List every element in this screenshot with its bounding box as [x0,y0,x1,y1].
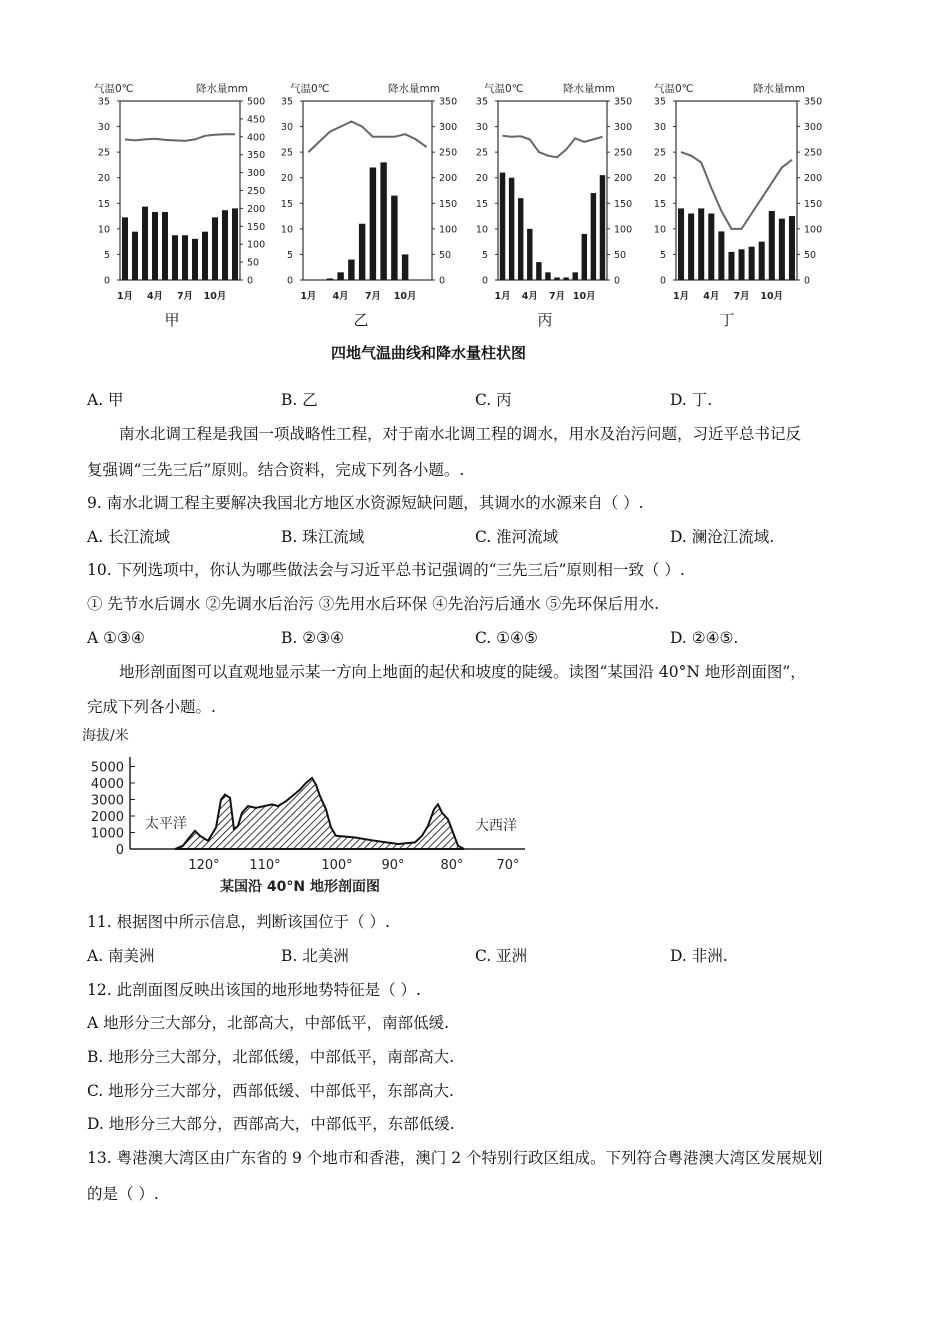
month-tick: 1月 [494,291,511,302]
intro1-line2: 复强调“三先三后”原则。结合资料，完成下列各小题。. [87,461,465,479]
q13-line2: 的是（ ）. [87,1185,159,1203]
q12-option-d: D. 地形分三大部分，西部高大，中部低平，东部低缓. [87,1115,455,1133]
climate-panel-4 [654,82,822,329]
precip-tick: 0 [804,275,811,287]
precip-tick: 350 [804,96,823,108]
temp-tick: 15 [653,198,666,210]
month-tick: 1月 [672,291,690,302]
profile-y-tick: 3000 [90,793,124,809]
precip-tick: 350 [247,150,266,162]
temp-tick: 10 [653,224,666,236]
precip-tick: 150 [247,221,266,233]
temp-tick: 35 [280,96,293,108]
precip-bar [402,254,408,280]
profile-ylabel: 海拔/米 [82,728,129,744]
temp-tick: 5 [481,249,488,261]
temp-tick: 25 [280,147,293,159]
profile-y-tick: 2000 [90,810,124,825]
precip-bar [172,235,178,280]
precip-bar [370,167,376,280]
temp-axis-title: 气温0℃ [94,83,134,95]
precip-tick: 50 [804,249,817,261]
temp-axis-title: 气温0℃ [654,83,694,95]
precip-tick: 350 [439,96,458,108]
temp-tick: 15 [475,198,488,210]
precip-bar [739,249,745,280]
temp-axis-title: 气温0℃ [290,83,330,95]
q8-option-b: B. 乙 [281,391,318,409]
month-tick: 10月 [393,291,417,302]
climate-panel-3 [476,82,632,329]
month-tick: 4月 [521,291,538,302]
precip-bar [536,262,541,280]
terrain-profile [80,722,550,902]
q12-stem: 12. 此剖面图反映出该国的地形地势特征是（ ）. [87,981,421,999]
q13-line1: 13. 粤港澳大湾区由广东省的 9 个地市和香港，澳门 2 个特别行政区组成。下列符合粤港澳大湾区发展规划 [87,1149,823,1167]
precip-bar [688,214,694,280]
panel-title: 丁 [719,311,735,329]
profile-y-tick: 4000 [90,777,124,792]
precip-tick: 400 [247,132,266,144]
precip-bar [132,232,138,280]
month-tick: 10月 [572,291,596,302]
q10-option-c: C. ①④⑤ [475,629,538,647]
q10-option-a: A ①③④ [87,629,145,647]
precip-tick: 0 [439,275,446,287]
q10-option-d: D. ②④⑤. [670,629,739,647]
precip-bar [222,210,228,280]
temp-line [503,136,603,158]
precip-tick: 200 [614,173,633,185]
climate-caption: 四地气温曲线和降水量柱状图 [331,344,527,362]
profile-caption: 某国沿 40°N 地形剖面图 [220,879,380,895]
precip-bar [232,208,238,280]
climate-panel-2 [281,82,457,329]
temp-line [681,152,792,229]
precip-tick: 100 [439,224,458,236]
precip-bar [192,239,198,280]
q11-option-b: B. 北美洲 [281,947,349,965]
precip-tick: 100 [614,224,633,236]
climate-panel-1 [94,82,265,329]
precip-bar [142,207,148,280]
temp-tick: 25 [653,147,666,159]
precip-bar [582,234,587,280]
q12-option-a: A 地形分三大部分，北部高大，中部低平，南部低缓. [87,1014,450,1032]
precip-bar [500,173,505,280]
precip-bar [749,247,755,280]
precip-tick: 150 [439,198,458,210]
q8-option-c: C. 丙 [475,391,512,409]
temp-tick: 20 [97,173,110,185]
precip-tick: 50 [614,249,627,261]
precip-bar [600,175,605,280]
precip-tick: 300 [247,168,266,180]
q11-option-a: A. 南美洲 [87,947,155,965]
temp-tick: 15 [97,198,110,210]
profile-y-tick: 0 [115,843,124,858]
q9-option-d: D. 澜沧江流域. [670,528,775,546]
precip-bar [591,193,596,280]
precip-bar [678,208,684,280]
q12-option-c: C. 地形分三大部分，西部低缓、中部低平，东部高大. [87,1082,455,1100]
precip-bar [391,196,397,280]
temp-tick: 0 [481,275,488,287]
precip-axis-title: 降水量mm [563,83,615,95]
precip-tick: 250 [439,147,458,159]
profile-x-tick: 100° [321,858,353,873]
precip-tick: 200 [439,173,458,185]
temp-tick: 30 [475,122,488,134]
month-tick: 1月 [116,291,134,302]
q11-option-d: D. 非洲. [670,947,728,965]
temp-tick: 30 [653,122,666,134]
month-tick: 10月 [760,291,784,302]
temp-tick: 20 [280,173,293,185]
precip-axis-title: 降水量mm [388,83,440,95]
q9-option-a: A. 长江流域 [87,528,171,546]
profile-x-tick: 120° [188,858,220,873]
temp-tick: 10 [475,224,488,236]
precip-tick: 250 [614,147,633,159]
precip-tick: 200 [804,173,823,185]
precip-bar [337,272,343,280]
precip-bar [563,277,568,280]
profile-x-tick: 80° [440,858,464,873]
q11-option-c: C. 亚洲 [475,947,528,965]
precip-tick: 100 [247,239,266,251]
q9-option-b: B. 珠江流域 [281,528,365,546]
precip-axis-title: 降水量mm [196,83,248,95]
pacific-label: 太平洋 [145,816,187,832]
temp-tick: 35 [475,96,488,108]
precip-bar [698,208,704,280]
precip-bar [359,224,365,280]
temp-line [125,134,235,141]
panel-title: 乙 [353,311,369,329]
precip-tick: 250 [247,186,266,197]
profile-x-tick: 70° [496,858,520,873]
precip-bar [212,217,218,280]
temp-tick: 5 [286,249,293,261]
precip-bar [759,242,765,280]
precip-bar [202,232,208,280]
intro2-line1: 地形剖面图可以直观地显示某一方向上地面的起伏和坡度的陡缓。读图“某国沿 40°N 地形剖面图”， [119,663,806,681]
precip-bar [779,219,785,280]
profile-x-tick: 110° [249,858,281,873]
precip-tick: 300 [439,122,458,134]
precip-bar [572,272,577,280]
q12-option-b: B. 地形分三大部分，北部低缓，中部低平，南部高大. [87,1048,455,1066]
panel-title: 丙 [537,311,553,329]
month-tick: 7月 [364,291,381,302]
temp-tick: 35 [97,96,110,108]
precip-bar [162,212,168,280]
precip-bar [728,252,734,280]
precip-bar [380,162,386,280]
q8-option-a: A. 甲 [87,391,124,409]
intro1-line1: 南水北调工程是我国一项战略性工程，对于南水北调工程的调水，用水及治污问题，习近平总书记反 [119,425,802,443]
q10-option-b: B. ②③④ [281,629,344,647]
temp-tick: 25 [97,147,110,159]
precip-bar [518,198,523,280]
profile-y-tick: 1000 [90,826,124,842]
precip-tick: 50 [247,257,260,269]
precip-tick: 150 [614,198,633,210]
temp-tick: 25 [475,147,488,159]
precip-tick: 200 [247,203,266,215]
precip-bar [769,211,775,280]
temp-tick: 15 [280,198,293,210]
precip-tick: 100 [804,224,823,236]
precip-tick: 500 [247,96,266,108]
precip-tick: 300 [804,122,823,134]
precip-tick: 150 [804,198,823,210]
month-tick: 7月 [548,291,566,302]
month-tick: 1月 [300,291,317,302]
month-tick: 4月 [146,291,164,302]
temp-tick: 5 [103,249,110,261]
temp-tick: 5 [659,249,666,261]
precip-tick: 350 [614,96,633,108]
precip-bar [348,260,354,280]
temp-tick: 10 [280,224,293,236]
q8-option-d: D. 丁. [670,391,713,409]
temp-tick: 35 [653,96,666,108]
profile-y-tick: 5000 [90,760,124,776]
temp-axis-title: 气温0℃ [484,83,524,95]
precip-bar [554,277,559,280]
profile-x-tick: 90° [381,858,405,873]
q9-stem: 9. 南水北调工程主要解决我国北方地区水资源短缺问题，其调水的水源来自（ ）. [87,494,644,512]
month-tick: 10月 [203,291,227,302]
climate-figure [0,0,950,380]
precip-bar [152,212,158,280]
terrain-profile-area [175,778,464,849]
temp-tick: 10 [97,224,110,236]
month-tick: 7月 [176,291,194,302]
temp-line [308,122,426,153]
precip-axis-title: 降水量mm [753,83,805,95]
q11-stem: 11. 根据图中所示信息，判断该国位于（ ）. [87,913,390,931]
temp-tick: 30 [280,122,293,134]
precip-bar [789,216,795,280]
panel-frame [303,101,432,280]
precip-tick: 450 [247,114,266,126]
panel-title: 甲 [164,311,180,329]
precip-bar [708,214,714,280]
temp-tick: 20 [653,173,666,185]
temp-tick: 20 [475,173,488,185]
precip-bar [527,229,532,280]
precip-bar [182,235,188,280]
precip-bar [327,278,333,280]
precip-tick: 50 [439,249,452,261]
q10-items: ① 先节水后调水 ②先调水后治污 ③先用水后环保 ④先治污后通水 ⑤先环保后用水. [87,595,660,613]
precip-bar [509,178,514,280]
precip-bar [122,217,128,280]
atlantic-label: 大西洋 [475,818,517,834]
intro2-line2: 完成下列各小题。. [87,698,216,716]
month-tick: 7月 [733,291,750,302]
precip-tick: 300 [614,122,633,134]
precip-tick: 0 [247,275,254,287]
precip-bar [545,272,550,280]
temp-tick: 30 [97,122,110,134]
precip-bar [718,231,724,280]
month-tick: 4月 [332,291,349,302]
temp-tick: 0 [103,275,110,287]
precip-tick: 0 [614,275,621,287]
q10-stem: 10. 下列选项中，你认为哪些做法会与习近平总书记强调的“三先三后”原则相一致（ ）. [87,561,685,579]
q9-option-c: C. 淮河流域 [475,528,559,546]
temp-tick: 0 [659,275,666,287]
month-tick: 4月 [703,291,720,302]
temp-tick: 0 [286,275,293,287]
precip-tick: 250 [804,147,823,159]
